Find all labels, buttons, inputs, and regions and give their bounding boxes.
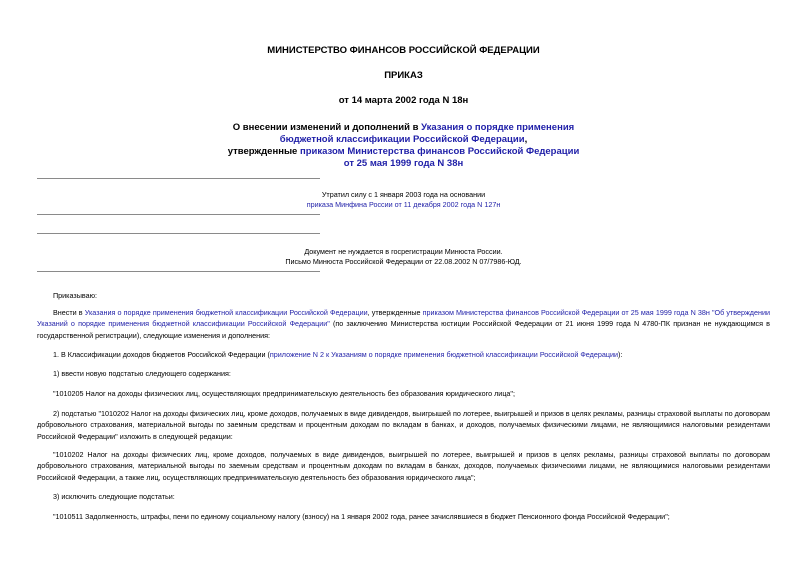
intro-link-prikaz[interactable]: приказом Министерства финансов Российской Федерации от 25 мая 1999 года N 38н "Об утверждении Указаний о порядке применения бюджетной классификации Российской Федерации" bbox=[37, 308, 770, 329]
status-note-text: Утратил силу с 1 января 2003 года на основании bbox=[321, 190, 486, 199]
paragraph-order: Приказываю: bbox=[53, 291, 97, 300]
title-line-3 bbox=[0, 146, 807, 158]
divider bbox=[37, 271, 320, 272]
intro-text-1: Внести в bbox=[53, 308, 85, 317]
document-title bbox=[0, 122, 807, 170]
status-note bbox=[0, 190, 807, 210]
intro-text-2: , утвержденные bbox=[367, 308, 423, 317]
registration-note-line-2: Письмо Минюста Российской Федерации от 22.08.2002 N 07/7986-ЮД. bbox=[285, 257, 522, 266]
title-line-2 bbox=[0, 134, 807, 146]
item1-text-1: 1. В Классификации доходов бюджетов Российской Федерации ( bbox=[53, 350, 270, 359]
registration-note bbox=[0, 247, 807, 267]
divider bbox=[37, 178, 320, 179]
status-note-link[interactable]: приказа Минфина России от 11 декабря 2002 года N 127н bbox=[306, 200, 501, 209]
link-prikaz-line-1[interactable]: приказом Министерства финансов Российской Федерации bbox=[299, 146, 580, 157]
document-type: ПРИКАЗ bbox=[384, 70, 423, 81]
intro-link-ukazaniya[interactable]: Указания о порядке применения бюджетной классификации Российской Федерации bbox=[84, 308, 368, 317]
item1-link-appendix[interactable]: приложение N 2 к Указаниям о порядке применения бюджетной классификации Российской Федерации bbox=[269, 350, 618, 359]
title-prefix: О внесении изменений и дополнений в bbox=[232, 122, 422, 133]
paragraph-item-1 bbox=[37, 349, 770, 360]
intro-text-3: (по заключению Министерства юстиции Российской Федерации от 21 июня 1999 года N 4780-ПК признан не нуждающимся в государственной регистрации), следующие изменения и дополнения: bbox=[37, 319, 770, 340]
title-line-1 bbox=[0, 122, 807, 134]
ministry-heading: МИНИСТЕРСТВО ФИНАНСОВ РОССИЙСКОЙ ФЕДЕРАЦИИ bbox=[267, 45, 540, 56]
title-line-4 bbox=[0, 158, 807, 170]
paragraph-sub-2: 2) подстатью "1010202 Налог на доходы физических лиц, кроме доходов, получаемых в виде дивидендов, выигрышей по лотерее, выигрышей и призов в целях рекламы, разницы страховой выплаты по договорам добровольного страхования, материальной выгоды по заемным средствам и процентным доходам по вкладам в банках, и доходов, получаемых физическими лицами, не являющимися налоговыми резидентами Российской Федерации" изложить в следующей редакции: bbox=[37, 409, 770, 441]
paragraph-sub-3: 3) исключить следующие подстатьи: bbox=[53, 492, 175, 501]
document-date-number: от 14 марта 2002 года N 18н bbox=[338, 95, 469, 106]
paragraph-sub-1: 1) ввести новую подстатью следующего содержания: bbox=[53, 369, 231, 378]
divider bbox=[37, 214, 320, 215]
paragraph-intro bbox=[37, 307, 770, 341]
title-comma: , bbox=[524, 134, 528, 145]
divider bbox=[37, 233, 320, 234]
paragraph-code-1010511: "1010511 Задолженность, штрафы, пени по единому социальному налогу (взносу) на 1 января 2002 года, ранее зачислявшиеся в бюджет Пенсионного фонда Российской Федерации"; bbox=[53, 512, 670, 521]
item1-text-2: ): bbox=[617, 350, 623, 359]
link-ukazaniya-line-2[interactable]: бюджетной классификации Российской Федерации bbox=[279, 134, 525, 145]
paragraph-code-1010202: "1010202 Налог на доходы физических лиц, кроме доходов, получаемых в виде дивидендов, выигрышей по лотерее, выигрышей и призов в целях рекламы, разницы страховой выплаты по договорам добровольного страхования, материальной выгоды по заемным средствам и процентным доходам по вкладам в банках, доходов, получаемых физическими лицами, не являющимися налоговыми резидентами Российской Федерации, а также лиц, осуществляющих предпринимательскую деятельность без образования юридического лица"; bbox=[37, 450, 770, 482]
title-approved-by: утвержденные bbox=[227, 146, 300, 157]
link-prikaz-line-2[interactable]: от 25 мая 1999 года N 38н bbox=[343, 158, 464, 169]
paragraph-code-1010205: "1010205 Налог на доходы физических лиц, осуществляющих предпринимательскую деятельность без образования юридического лица"; bbox=[53, 389, 515, 398]
registration-note-line-1: Документ не нуждается в госрегистрации Минюста России. bbox=[304, 247, 503, 256]
link-ukazaniya-line-1[interactable]: Указания о порядке применения bbox=[421, 122, 575, 133]
